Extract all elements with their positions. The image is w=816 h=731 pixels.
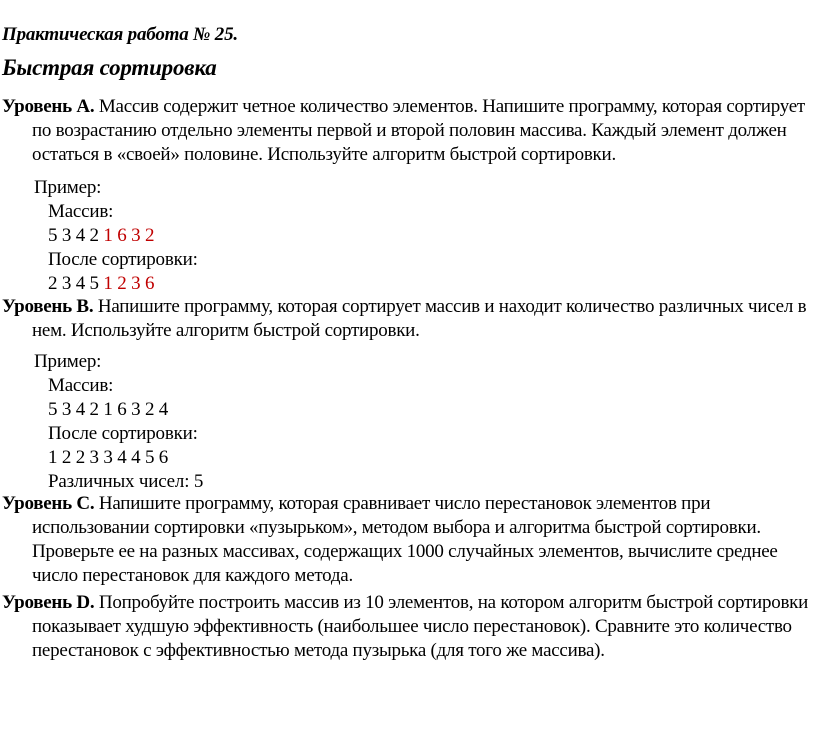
example-a-array-first-half: 5 3 4 2 <box>48 225 99 246</box>
example-b <box>34 350 203 494</box>
example-a-array-second-half: 1 6 3 2 <box>103 225 155 246</box>
level-b-text: Напишите программу, которая сортирует массив и находит количество различных чисел в нем. Используйте алгоритм быстрой сортировки. <box>32 296 807 341</box>
example-a <box>34 176 198 296</box>
page-title: Практическая работа № 25. <box>2 24 238 45</box>
level-d-text: Попробуйте построить массив из 10 элементов, на котором алгоритм быстрой сортировки показывает худшую эффективность (наибольшее число перестановок). Сравните это количество перестановок с эффективностью метода пузырька (для того же массива). <box>32 592 809 661</box>
example-a-sorted-second-half: 1 2 3 6 <box>103 273 155 294</box>
level-d-paragraph <box>2 591 810 663</box>
level-c-label: Уровень C. <box>2 493 95 514</box>
level-d-label: Уровень D. <box>2 592 95 613</box>
example-a-heading: Пример: <box>34 177 102 198</box>
level-b-label: Уровень B. <box>2 296 94 317</box>
level-a-label: Уровень A. <box>2 96 95 117</box>
example-a-sorted <box>34 272 198 296</box>
example-a-after-label: После сортировки: <box>48 249 198 270</box>
example-b-after-label: После сортировки: <box>48 423 198 444</box>
example-b-distinct-count: Различных чисел: 5 <box>48 471 204 492</box>
example-a-sorted-first-half: 2 3 4 5 <box>48 273 99 294</box>
example-b-array: 5 3 4 2 1 6 3 2 4 <box>48 399 169 420</box>
level-c-text: Напишите программу, которая сравнивает число перестановок элементов при использовании сортировки «пузырьком», методом выбора и алгоритма быстрой сортировки. Проверьте ее на разных массивах, содержащих 1000 случайных элементов, вычислите среднее число перестановок для каждого метода. <box>32 493 778 586</box>
page-subtitle: Быстрая сортировка <box>2 55 217 80</box>
level-a-text: Массив содержит четное количество элементов. Напишите программу, которая сортирует по возрастанию отдельно элементы первой и второй половин массива. Каждый элемент должен остаться в «своей» половине. Используйте алгоритм быстрой сортировки. <box>32 96 805 165</box>
example-b-array-label: Массив: <box>48 375 114 396</box>
example-b-sorted: 1 2 2 3 3 4 4 5 6 <box>48 447 169 468</box>
level-c-paragraph <box>2 492 810 588</box>
level-b-paragraph <box>2 295 810 343</box>
example-a-array-label: Массив: <box>48 201 114 222</box>
example-b-heading: Пример: <box>34 351 102 372</box>
level-a-paragraph <box>2 95 810 167</box>
example-a-array <box>34 224 198 248</box>
